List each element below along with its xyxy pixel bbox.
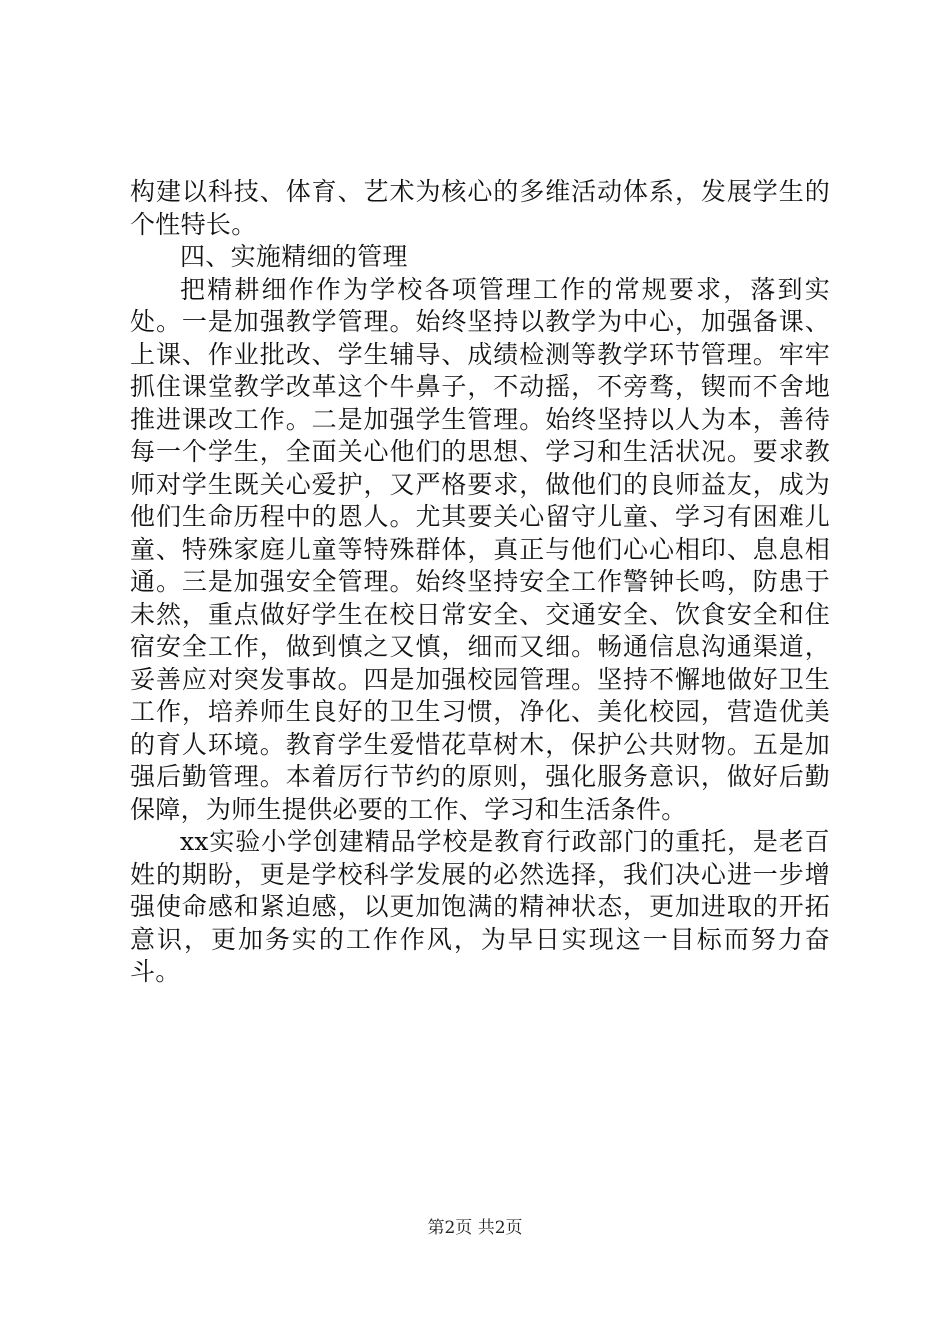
document-body [130, 176, 830, 989]
section-heading-management: 四、实施精细的管理 [180, 242, 408, 271]
paragraph-conclusion: xx实验小学创建精品学校是教育行政部门的重托，是老百姓的期盼，更是学校科学发展的必然选择，我们决心进一步增强使命感和紧迫感，以更加饱满的精神状态，更加进取的开拓意识，更加务实的工作作风，为早日实现这一目标而努力奋斗。 [130, 827, 830, 986]
page-footer: 第2页 共2页 [427, 1218, 523, 1238]
paragraph-activity-system: 构建以科技、体育、艺术为核心的多维活动体系，发展学生的个性特长。 [130, 177, 830, 239]
paragraph-management-details: 把精耕细作作为学校各项管理工作的常规要求，落到实处。一是加强教学管理。始终坚持以教学为中心，加强备课、上课、作业批改、学生辅导、成绩检测等教学环节管理。牢牢抓住课堂教学改革这个牛鼻子，不动摇，不旁骛，锲而不舍地推进课改工作。二是加强学生管理。始终坚持以人为本，善待每一个学生，全面关心他们的思想、学习和生活状况。要求教师对学生既关心爱护，又严格要求，做他们的良师益友，成为他们生命历程中的恩人。尤其要关心留守儿童、学习有困难儿童、特殊家庭儿童等特殊群体，真正与他们心心相印、息息相通。三是加强安全管理。始终坚持安全工作警钟长鸣，防患于未然，重点做好学生在校日常安全、交通安全、饮食安全和住宿安全工作，做到慎之又慎，细而又细。畅通信息沟通渠道，妥善应对突发事故。四是加强校园管理。坚持不懈地做好卫生工作，培养师生良好的卫生习惯，净化、美化校园，营造优美的育人环境。教育学生爱惜花草树木，保护公共财物。五是加强后勤管理。本着厉行节约的原则，强化服务意识，做好后勤保障，为师生提供必要的工作、学习和生活条件。 [130, 274, 830, 824]
